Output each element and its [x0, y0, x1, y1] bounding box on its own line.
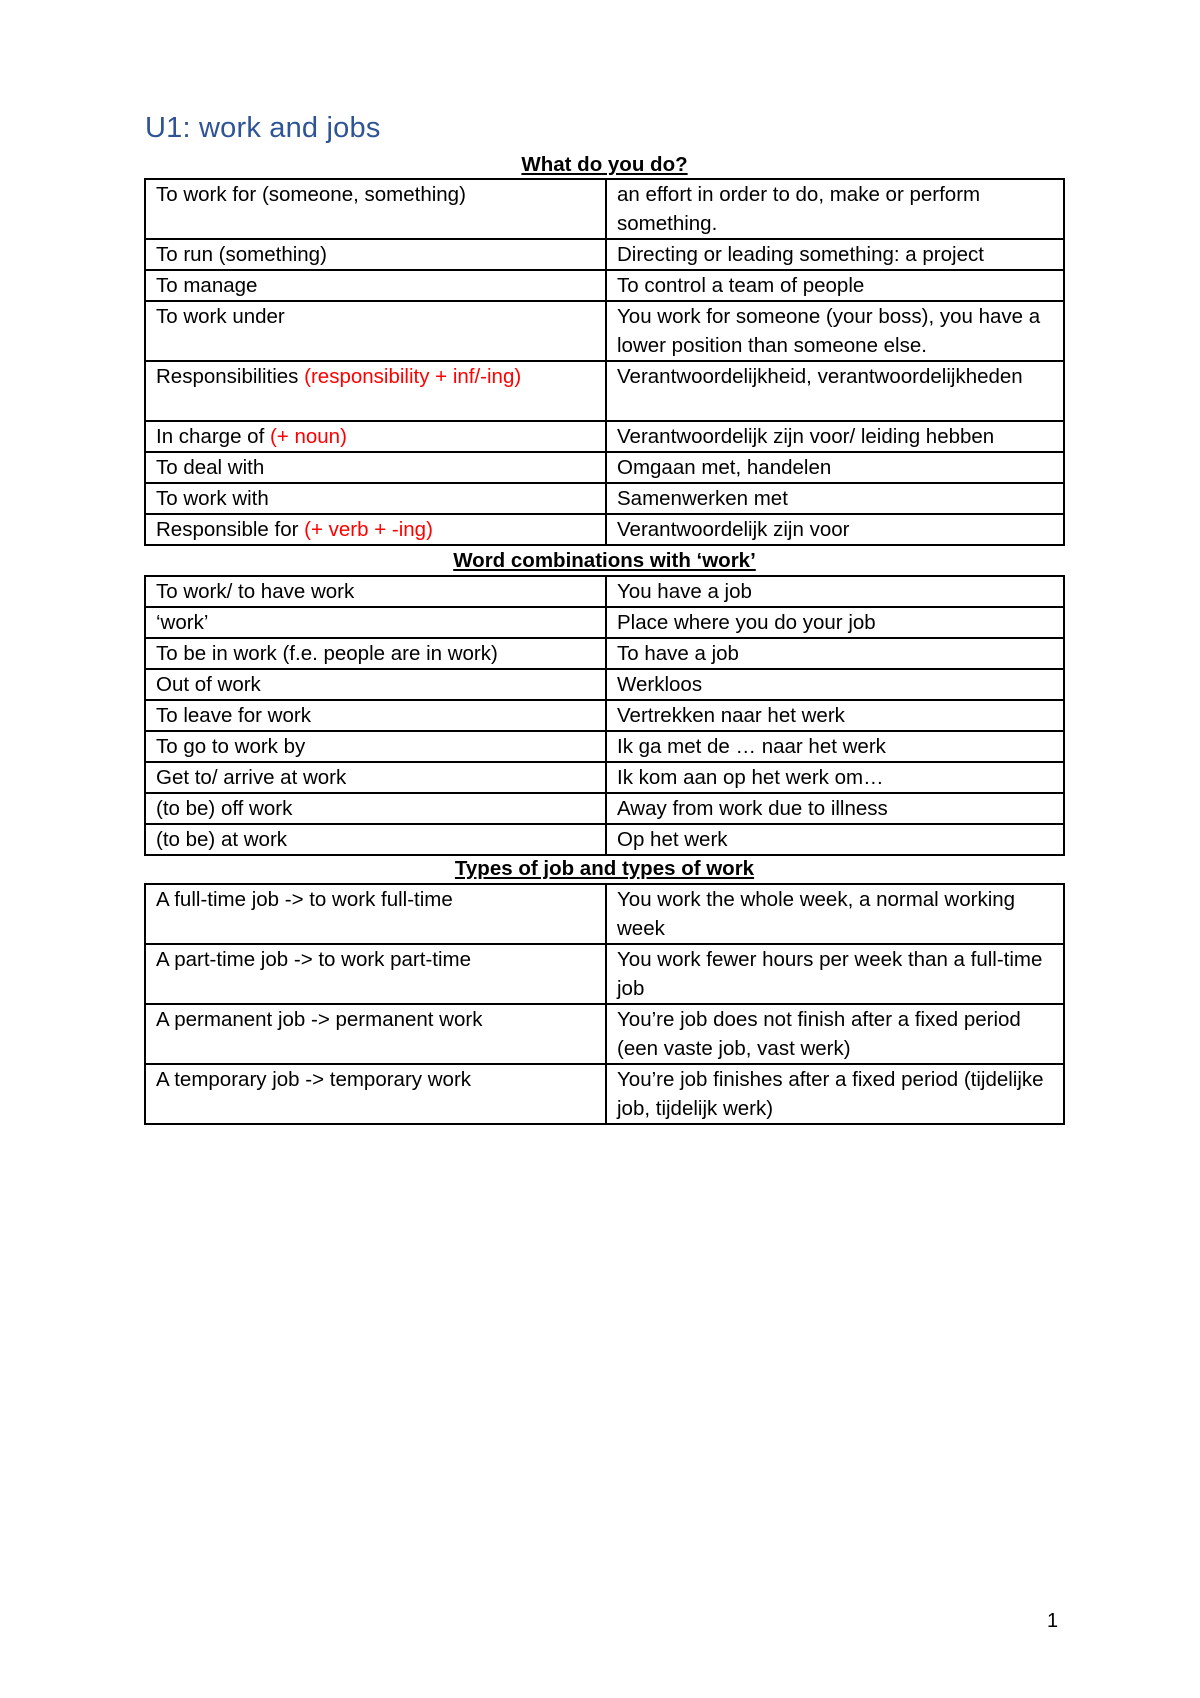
- definition-cell: You work fewer hours per week than a full-time job: [606, 944, 1064, 1004]
- grammar-note: (+ verb + -ing): [304, 518, 433, 541]
- vocab-table-what-do-you-do: [144, 178, 1065, 546]
- term-cell: To leave for work: [145, 700, 606, 731]
- term-cell: A temporary job -> temporary work: [145, 1064, 606, 1124]
- definition-cell: Op het werk: [606, 824, 1064, 855]
- term-text: To run (something): [156, 243, 327, 266]
- term-cell: To be in work (f.e. people are in work): [145, 638, 606, 669]
- term-text: Responsible for: [156, 518, 299, 541]
- term-cell: Get to/ arrive at work: [145, 762, 606, 793]
- term-cell: To go to work by: [145, 731, 606, 762]
- term-text: To deal with: [156, 456, 265, 479]
- table-row: [145, 1004, 1064, 1064]
- table-row: [145, 1064, 1064, 1124]
- table-row: [145, 421, 1064, 452]
- term-cell: [145, 301, 606, 361]
- term-cell: [145, 239, 606, 270]
- term-cell: A full-time job -> to work full-time: [145, 884, 606, 944]
- term-cell: (to be) off work: [145, 793, 606, 824]
- definition-cell: Verantwoordelijk zijn voor/ leiding hebben: [606, 421, 1064, 452]
- table-row: [145, 361, 1064, 421]
- term-cell: A part-time job -> to work part-time: [145, 944, 606, 1004]
- table-row: [145, 179, 1064, 239]
- definition-cell: You have a job: [606, 576, 1064, 607]
- term-text: Responsibilities: [156, 365, 299, 388]
- table-row: [145, 884, 1064, 944]
- table-row: [145, 301, 1064, 361]
- definition-cell: Verantwoordelijk zijn voor: [606, 514, 1064, 545]
- term-cell: [145, 361, 606, 421]
- definition-cell: Omgaan met, handelen: [606, 452, 1064, 483]
- term-cell: (to be) at work: [145, 824, 606, 855]
- term-text: To manage: [156, 274, 258, 297]
- definition-cell: You work for someone (your boss), you have a lower position than someone else.: [606, 301, 1064, 361]
- definition-cell: Ik ga met de … naar het werk: [606, 731, 1064, 762]
- term-text: To work for (someone, something): [156, 183, 466, 206]
- definition-cell: Werkloos: [606, 669, 1064, 700]
- table-row: [145, 700, 1064, 731]
- grammar-note: (responsibility + inf/-ing): [304, 365, 522, 388]
- section-heading-word-combinations: Word combinations with ‘work’: [453, 549, 756, 572]
- table-row: [145, 793, 1064, 824]
- term-text: To work under: [156, 305, 285, 328]
- table-row: [145, 239, 1064, 270]
- table-row: [145, 638, 1064, 669]
- term-text: To work with: [156, 487, 269, 510]
- term-cell: [145, 483, 606, 514]
- table-row: [145, 452, 1064, 483]
- section-heading-what-do-you-do: What do you do?: [521, 153, 688, 176]
- term-cell: Out of work: [145, 669, 606, 700]
- vocab-table-types-of-job: [144, 883, 1065, 1125]
- definition-cell: You’re job does not finish after a fixed period (een vaste job, vast werk): [606, 1004, 1064, 1064]
- definition-cell: Samenwerken met: [606, 483, 1064, 514]
- definition-cell: Vertrekken naar het werk: [606, 700, 1064, 731]
- definition-cell: You’re job finishes after a fixed period (tijdelijke job, tijdelijk werk): [606, 1064, 1064, 1124]
- term-cell: [145, 421, 606, 452]
- term-cell: To work/ to have work: [145, 576, 606, 607]
- table-row: [145, 824, 1064, 855]
- definition-cell: To have a job: [606, 638, 1064, 669]
- table-row: [145, 669, 1064, 700]
- table-row: [145, 576, 1064, 607]
- definition-cell: You work the whole week, a normal working week: [606, 884, 1064, 944]
- section-heading-types-of-job: Types of job and types of work: [454, 857, 755, 880]
- table-row: [145, 944, 1064, 1004]
- table-row: [145, 483, 1064, 514]
- page-title: U1: work and jobs: [145, 112, 381, 144]
- term-cell: [145, 179, 606, 239]
- definition-cell: an effort in order to do, make or perform something.: [606, 179, 1064, 239]
- term-cell: [145, 452, 606, 483]
- vocab-table-word-combinations: [144, 575, 1065, 856]
- table-row: [145, 270, 1064, 301]
- definition-cell: Ik kom aan op het werk om…: [606, 762, 1064, 793]
- term-cell: [145, 514, 606, 545]
- term-cell: [145, 270, 606, 301]
- table-row: [145, 762, 1064, 793]
- term-cell: ‘work’: [145, 607, 606, 638]
- definition-cell: Verantwoordelijkheid, verantwoordelijkheden: [606, 361, 1064, 421]
- table-row: [145, 607, 1064, 638]
- definition-cell: To control a team of people: [606, 270, 1064, 301]
- table-row: [145, 514, 1064, 545]
- definition-cell: Directing or leading something: a project: [606, 239, 1064, 270]
- term-cell: A permanent job -> permanent work: [145, 1004, 606, 1064]
- definition-cell: Place where you do your job: [606, 607, 1064, 638]
- page-number: 1: [1047, 1610, 1059, 1632]
- definition-cell: Away from work due to illness: [606, 793, 1064, 824]
- grammar-note: (+ noun): [269, 425, 347, 448]
- term-text: In charge of: [156, 425, 265, 448]
- table-row: [145, 731, 1064, 762]
